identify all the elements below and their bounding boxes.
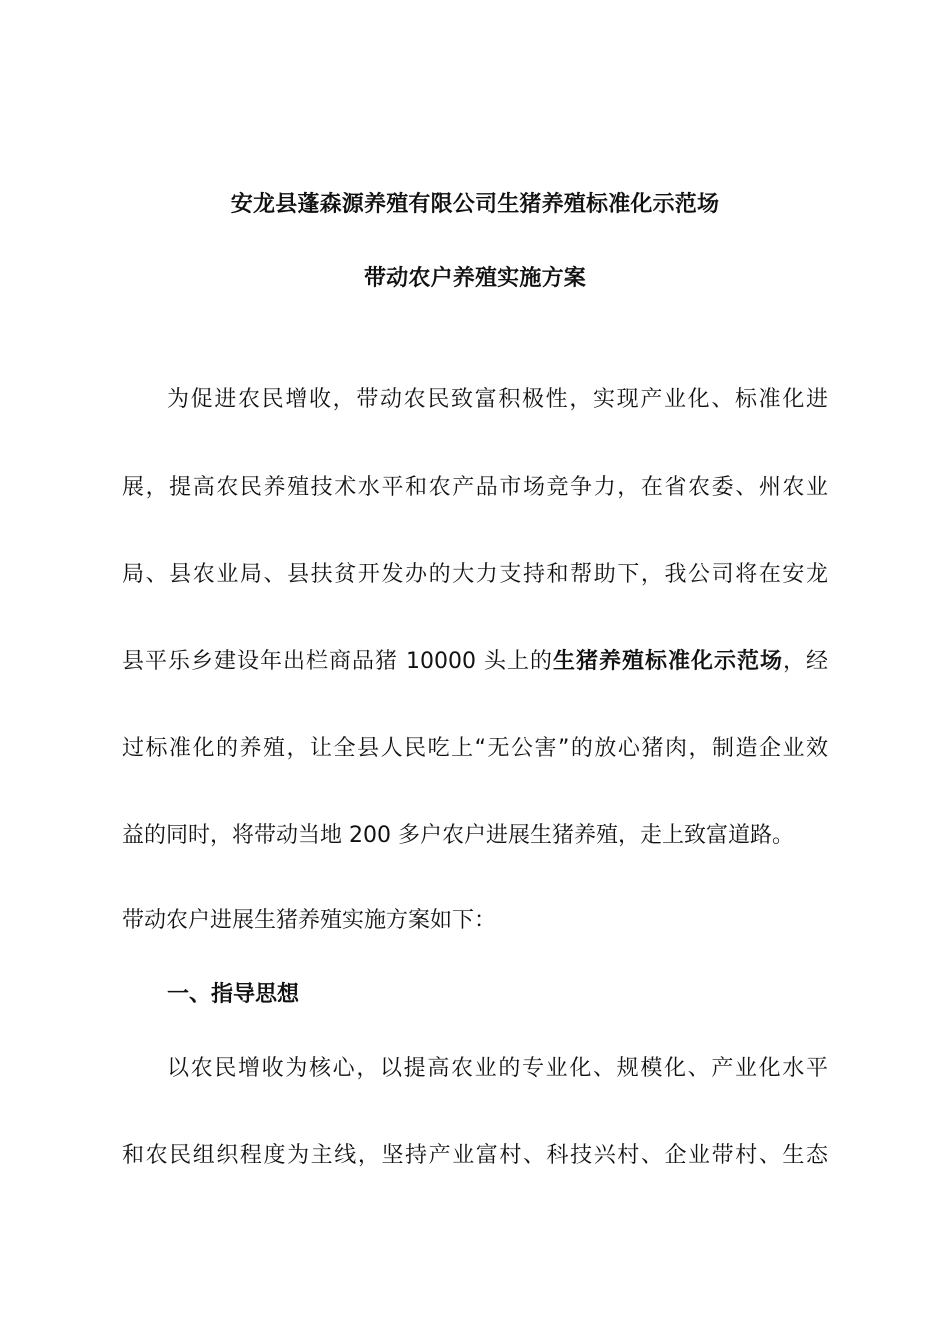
- document-title-line-1: 安龙县蓬森源养殖有限公司生猪养殖标准化示范场: [230, 192, 720, 217]
- intro-paragraph-line-2: 展，提高农民养殖技术水平和农产品市场竞争力，在省农委、州农业: [122, 475, 828, 500]
- section1-paragraph-line-2: 和农民组织程度为主线，坚持产业富村、科技兴村、企业带村、生态: [122, 1143, 828, 1168]
- intro-line-4-end: ，经: [782, 649, 828, 674]
- demo-farm-name-bold: 生猪养殖标准化示范场: [552, 649, 783, 674]
- plan-intro-line: 带动农户进展生猪养殖实施方案如下：: [122, 908, 497, 933]
- intro-line-4-text: 县平乐乡建设年出栏商品猪 10000 头上的: [122, 649, 553, 674]
- document-title-line-2: 带动农户养殖实施方案: [363, 266, 586, 291]
- intro-paragraph-line-3: 局、县农业局、县扶贫开发办的大力支持和帮助下，我公司将在安龙: [122, 562, 828, 587]
- intro-paragraph-line-6: 益的同时，将带动当地 200 多户农户进展生猪养殖，走上致富道路。: [122, 823, 794, 848]
- intro-paragraph-line-5: 过标准化的养殖，让全县人民吃上“无公害”的放心猪肉，制造企业效: [122, 736, 828, 761]
- section1-paragraph-line-1: 以农民增收为核心，以提高农业的专业化、规模化、产业化水平: [167, 1056, 828, 1081]
- intro-paragraph-line-1: 为促进农民增收，带动农民致富积极性，实现产业化、标准化进: [167, 387, 828, 412]
- intro-paragraph-line-4: [122, 644, 828, 675]
- section-heading-guiding-thought: 一、指导思想: [167, 982, 300, 1007]
